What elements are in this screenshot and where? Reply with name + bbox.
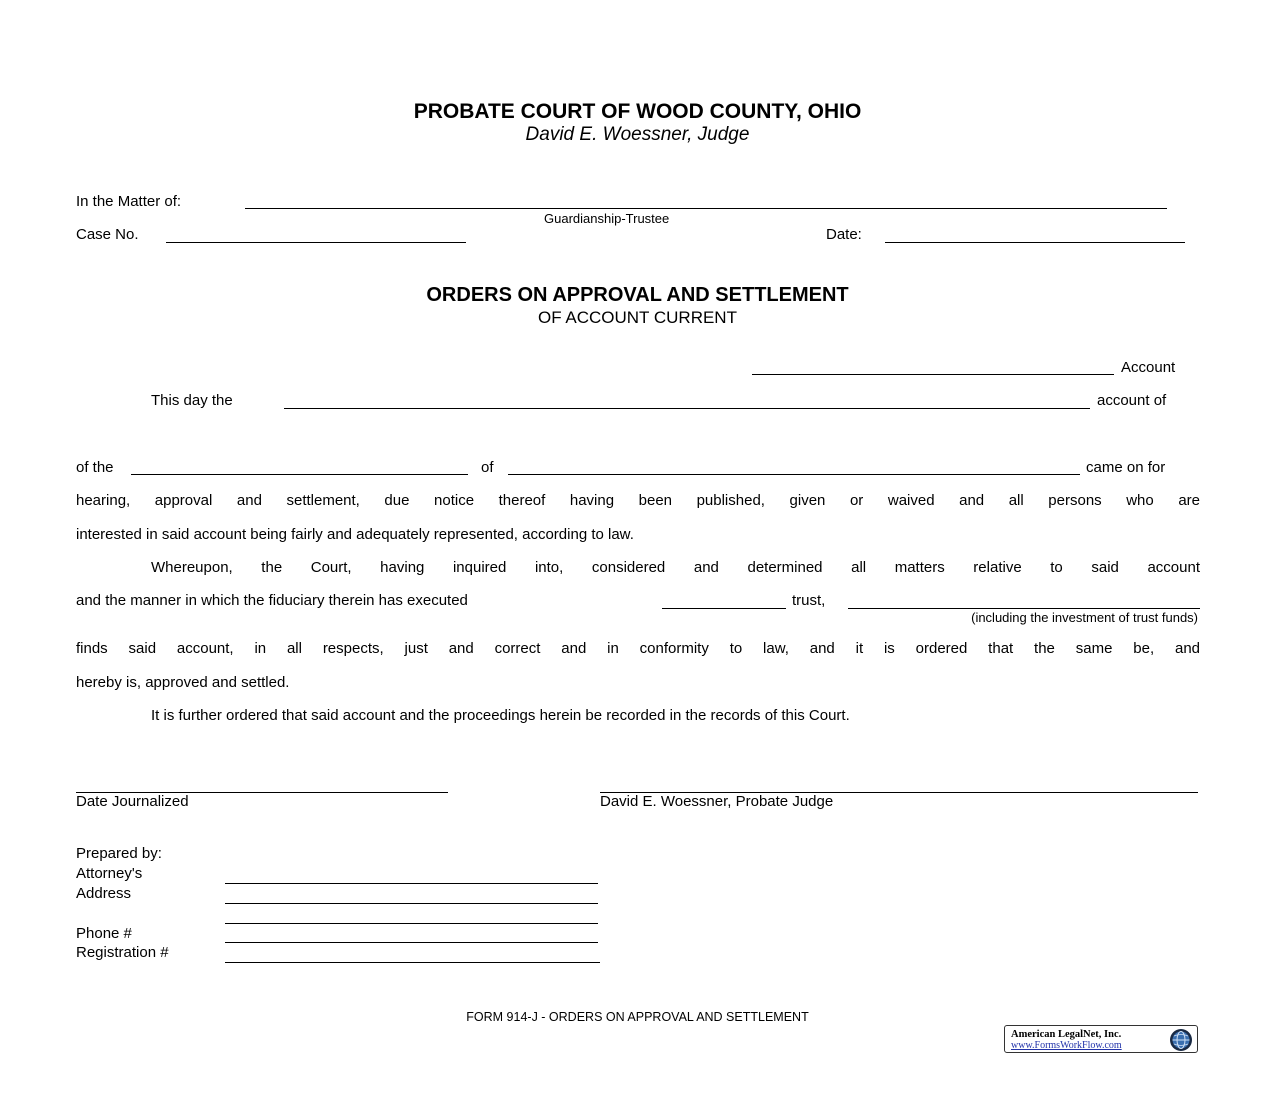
trust-detail-line[interactable] <box>848 608 1200 609</box>
address-line-2[interactable] <box>225 923 598 924</box>
account-of-label: account of <box>1097 392 1167 409</box>
ward-name-line[interactable] <box>508 474 1080 475</box>
matter-line[interactable] <box>245 208 1167 209</box>
judge-name: David E. Woessner, Judge <box>525 124 750 145</box>
of-the-label: of the <box>76 459 114 476</box>
case-number-line[interactable] <box>166 242 466 243</box>
body-line-finds: finds said account, in all respects, just and correct and in conformity to law, and it is ordered that the same be, and <box>76 640 1200 657</box>
phone-line[interactable] <box>225 942 598 943</box>
document-subtitle: OF ACCOUNT CURRENT <box>538 308 737 327</box>
body-line-hearing: hearing, approval and settlement, due notice thereof having been published, given or waived and all persons who are <box>76 492 1200 509</box>
matter-sublabel: Guardianship-Trustee <box>544 211 670 226</box>
body-line-manner: and the manner in which the fiduciary therein has executed <box>76 592 468 609</box>
trust-note: (including the investment of trust funds) <box>971 610 1198 625</box>
date-line[interactable] <box>885 242 1185 243</box>
form-id: FORM 914-J - ORDERS ON APPROVAL AND SETTLEMENT <box>466 1010 809 1024</box>
court-title: PROBATE COURT OF WOOD COUNTY, OHIO <box>413 100 862 123</box>
date-journalized-label: Date Journalized <box>76 793 189 810</box>
registration-label: Registration # <box>76 944 169 961</box>
date-label: Date: <box>826 226 862 243</box>
body-line-hereby: hereby is, approved and settled. <box>76 674 290 691</box>
case-label: Case No. <box>76 226 139 243</box>
phone-label: Phone # <box>76 925 132 942</box>
came-on-for-label: came on for <box>1086 459 1166 476</box>
account-label: Account <box>1121 359 1176 376</box>
this-day-label: This day the <box>151 392 233 409</box>
prepared-by-label: Prepared by: <box>76 845 162 862</box>
trust-type-line[interactable] <box>662 608 786 609</box>
logo-company-name: American LegalNet, Inc. <box>1011 1029 1122 1040</box>
body-line-interested: interested in said account being fairly and adequately represented, according to law. <box>76 526 634 543</box>
publisher-logo <box>1004 1025 1198 1053</box>
trust-label: trust, <box>792 592 826 609</box>
globe-icon <box>1169 1028 1193 1052</box>
logo-url-link[interactable]: www.FormsWorkFlow.com <box>1011 1040 1122 1051</box>
judge-signature-label: David E. Woessner, Probate Judge <box>600 793 834 810</box>
matter-label: In the Matter of: <box>76 193 182 210</box>
body-line-whereupon: Whereupon, the Court, having inquired into, considered and determined all matters relative to said account <box>151 559 1200 576</box>
document-title: ORDERS ON APPROVAL AND SETTLEMENT <box>426 284 849 306</box>
attorneys-label: Attorney's <box>76 865 143 882</box>
address-line-1[interactable] <box>225 903 598 904</box>
address-label: Address <box>76 885 132 902</box>
fiduciary-line[interactable] <box>284 408 1090 409</box>
body-line-further: It is further ordered that said account and the proceedings herein be recorded in the records of this Court. <box>151 707 850 724</box>
estate-type-line[interactable] <box>131 474 468 475</box>
registration-line[interactable] <box>225 962 600 963</box>
attorney-name-line[interactable] <box>225 883 598 884</box>
of-label: of <box>481 459 494 476</box>
account-type-line[interactable] <box>752 374 1114 375</box>
